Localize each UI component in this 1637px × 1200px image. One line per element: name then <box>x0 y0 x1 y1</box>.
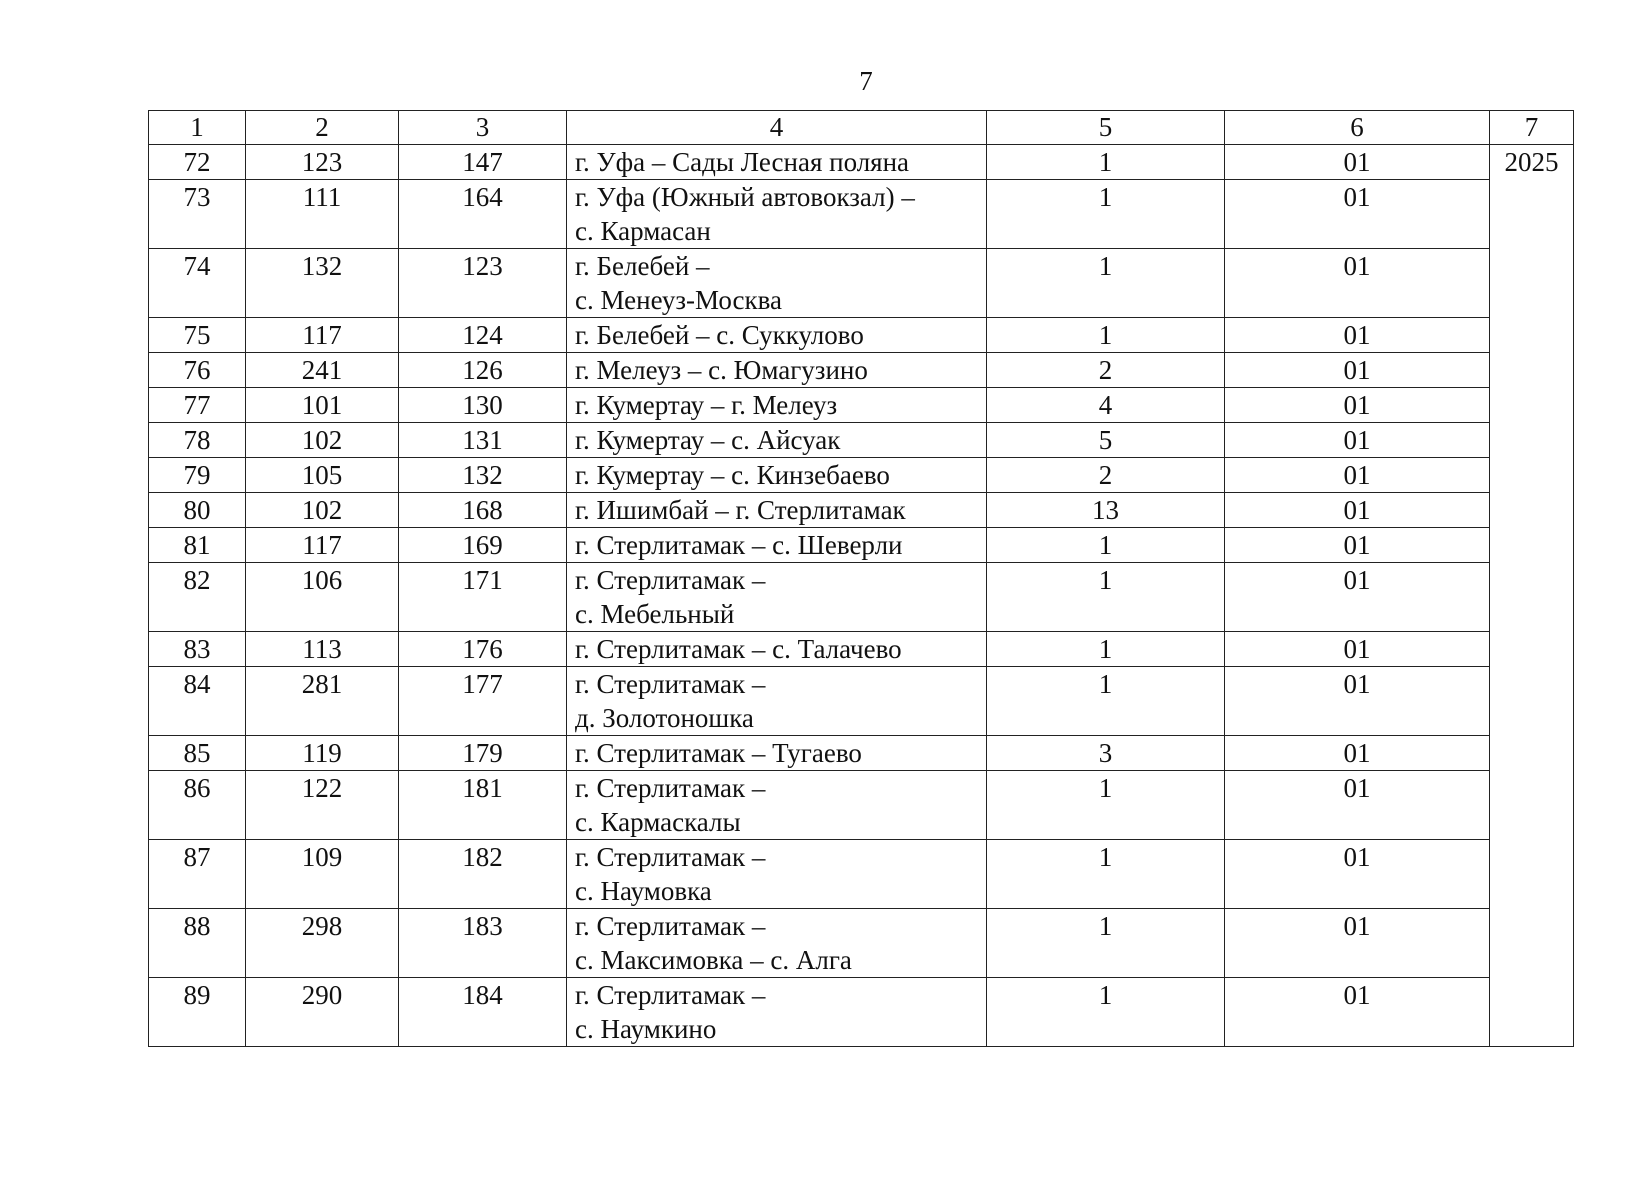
column-3-cell: 177 <box>399 667 567 736</box>
column-3-cell: 130 <box>399 388 567 423</box>
route-name-line-2: с. Мебельный <box>575 599 735 629</box>
column-5-cell: 1 <box>987 145 1225 180</box>
route-name-cell <box>567 528 987 563</box>
column-3-cell: 168 <box>399 493 567 528</box>
route-name-line-1: г. Кумертау – с. Кинзебаево <box>575 460 890 490</box>
table-row <box>149 632 1574 667</box>
column-5-cell: 1 <box>987 840 1225 909</box>
table-row <box>149 388 1574 423</box>
route-name-line-2: с. Кармасан <box>575 216 711 246</box>
route-name-line-1: г. Стерлитамак – <box>575 911 766 941</box>
route-name-cell <box>567 736 987 771</box>
column-3-cell: 176 <box>399 632 567 667</box>
column-header: 6 <box>1225 111 1490 145</box>
column-5-cell: 13 <box>987 493 1225 528</box>
column-2-cell: 119 <box>246 736 399 771</box>
route-name-line-1: г. Стерлитамак – <box>575 773 766 803</box>
column-2-cell: 122 <box>246 771 399 840</box>
route-name-line-1: г. Белебей – с. Суккулово <box>575 320 864 350</box>
column-2-cell: 102 <box>246 423 399 458</box>
column-3-cell: 169 <box>399 528 567 563</box>
column-header: 7 <box>1490 111 1574 145</box>
column-2-cell: 298 <box>246 909 399 978</box>
column-3-cell: 132 <box>399 458 567 493</box>
row-number-cell: 83 <box>149 632 246 667</box>
column-2-cell: 111 <box>246 180 399 249</box>
column-header: 3 <box>399 111 567 145</box>
column-header: 2 <box>246 111 399 145</box>
column-6-cell: 01 <box>1225 528 1490 563</box>
column-3-cell: 179 <box>399 736 567 771</box>
table-row <box>149 736 1574 771</box>
column-3-cell: 171 <box>399 563 567 632</box>
column-3-cell: 131 <box>399 423 567 458</box>
column-header: 1 <box>149 111 246 145</box>
column-5-cell: 1 <box>987 528 1225 563</box>
route-name-cell <box>567 353 987 388</box>
route-name-line-1: г. Ишимбай – г. Стерлитамак <box>575 495 906 525</box>
column-2-cell: 241 <box>246 353 399 388</box>
row-number-cell: 87 <box>149 840 246 909</box>
route-name-cell <box>567 318 987 353</box>
row-number-cell: 78 <box>149 423 246 458</box>
route-name-line-1: г. Стерлитамак – <box>575 669 766 699</box>
column-5-cell: 1 <box>987 909 1225 978</box>
route-name-line-2: с. Максимовка – с. Алга <box>575 945 852 975</box>
row-number-cell: 74 <box>149 249 246 318</box>
table-row <box>149 493 1574 528</box>
table-row <box>149 563 1574 632</box>
table-header-row <box>149 111 1574 145</box>
column-6-cell: 01 <box>1225 458 1490 493</box>
route-name-line-1: г. Стерлитамак – с. Талачево <box>575 634 902 664</box>
column-5-cell: 1 <box>987 249 1225 318</box>
row-number-cell: 77 <box>149 388 246 423</box>
row-number-cell: 72 <box>149 145 246 180</box>
route-name-line-1: г. Кумертау – г. Мелеуз <box>575 390 838 420</box>
route-name-line-1: г. Мелеуз – с. Юмагузино <box>575 355 868 385</box>
column-3-cell: 184 <box>399 978 567 1047</box>
column-5-cell: 1 <box>987 180 1225 249</box>
route-name-cell <box>567 632 987 667</box>
route-name-line-2: с. Кармаскалы <box>575 807 741 837</box>
table-row <box>149 771 1574 840</box>
route-name-cell <box>567 145 987 180</box>
column-5-cell: 1 <box>987 563 1225 632</box>
column-2-cell: 123 <box>246 145 399 180</box>
column-6-cell: 01 <box>1225 318 1490 353</box>
row-number-cell: 85 <box>149 736 246 771</box>
table-body <box>149 145 1574 1047</box>
route-name-line-1: г. Стерлитамак – <box>575 842 766 872</box>
route-name-cell <box>567 423 987 458</box>
route-name-cell <box>567 458 987 493</box>
row-number-cell: 81 <box>149 528 246 563</box>
routes-table <box>148 110 1574 1047</box>
route-name-line-2: с. Наумовка <box>575 876 712 906</box>
column-2-cell: 101 <box>246 388 399 423</box>
column-3-cell: 181 <box>399 771 567 840</box>
route-name-cell <box>567 909 987 978</box>
column-6-cell: 01 <box>1225 388 1490 423</box>
column-5-cell: 4 <box>987 388 1225 423</box>
row-number-cell: 82 <box>149 563 246 632</box>
column-5-cell: 3 <box>987 736 1225 771</box>
table-row <box>149 318 1574 353</box>
route-name-cell <box>567 840 987 909</box>
route-name-line-1: г. Кумертау – с. Айсуак <box>575 425 841 455</box>
route-name-line-1: г. Стерлитамак – с. Шеверли <box>575 530 903 560</box>
row-number-cell: 75 <box>149 318 246 353</box>
table-row <box>149 180 1574 249</box>
row-number-cell: 79 <box>149 458 246 493</box>
table-row <box>149 249 1574 318</box>
route-name-cell <box>567 180 987 249</box>
column-6-cell: 01 <box>1225 563 1490 632</box>
table-row <box>149 145 1574 180</box>
column-3-cell: 123 <box>399 249 567 318</box>
column-2-cell: 109 <box>246 840 399 909</box>
column-3-cell: 126 <box>399 353 567 388</box>
column-6-cell: 01 <box>1225 909 1490 978</box>
column-3-cell: 124 <box>399 318 567 353</box>
column-5-cell: 1 <box>987 318 1225 353</box>
route-name-cell <box>567 563 987 632</box>
column-6-cell: 01 <box>1225 493 1490 528</box>
route-name-cell <box>567 771 987 840</box>
table-row <box>149 840 1574 909</box>
column-2-cell: 281 <box>246 667 399 736</box>
table-row <box>149 978 1574 1047</box>
column-3-cell: 183 <box>399 909 567 978</box>
table-row <box>149 667 1574 736</box>
column-2-cell: 102 <box>246 493 399 528</box>
route-name-cell <box>567 388 987 423</box>
column-6-cell: 01 <box>1225 667 1490 736</box>
column-6-cell: 01 <box>1225 353 1490 388</box>
column-2-cell: 117 <box>246 528 399 563</box>
column-6-cell: 01 <box>1225 978 1490 1047</box>
column-2-cell: 290 <box>246 978 399 1047</box>
column-6-cell: 01 <box>1225 249 1490 318</box>
column-3-cell: 147 <box>399 145 567 180</box>
table-row <box>149 528 1574 563</box>
column-5-cell: 1 <box>987 978 1225 1047</box>
table-row <box>149 909 1574 978</box>
route-name-line-1: г. Белебей – <box>575 251 710 281</box>
row-number-cell: 89 <box>149 978 246 1047</box>
route-name-line-1: г. Стерлитамак – Тугаево <box>575 738 862 768</box>
column-5-cell: 1 <box>987 771 1225 840</box>
column-2-cell: 117 <box>246 318 399 353</box>
year-cell: 2025 <box>1490 145 1574 1047</box>
column-3-cell: 182 <box>399 840 567 909</box>
row-number-cell: 73 <box>149 180 246 249</box>
column-5-cell: 1 <box>987 632 1225 667</box>
column-5-cell: 2 <box>987 353 1225 388</box>
column-6-cell: 01 <box>1225 736 1490 771</box>
table-row <box>149 458 1574 493</box>
column-5-cell: 2 <box>987 458 1225 493</box>
column-2-cell: 132 <box>246 249 399 318</box>
route-name-cell <box>567 978 987 1047</box>
table-row <box>149 423 1574 458</box>
route-name-line-1: г. Стерлитамак – <box>575 565 766 595</box>
column-2-cell: 106 <box>246 563 399 632</box>
route-name-line-2: с. Наумкино <box>575 1014 717 1044</box>
column-5-cell: 5 <box>987 423 1225 458</box>
column-2-cell: 105 <box>246 458 399 493</box>
route-name-line-1: г. Стерлитамак – <box>575 980 766 1010</box>
route-name-cell <box>567 667 987 736</box>
column-2-cell: 113 <box>246 632 399 667</box>
column-6-cell: 01 <box>1225 840 1490 909</box>
column-6-cell: 01 <box>1225 180 1490 249</box>
column-6-cell: 01 <box>1225 145 1490 180</box>
column-6-cell: 01 <box>1225 771 1490 840</box>
column-6-cell: 01 <box>1225 423 1490 458</box>
route-name-line-2: с. Менеуз-Москва <box>575 285 783 315</box>
column-3-cell: 164 <box>399 180 567 249</box>
page-number: 7 <box>859 66 873 96</box>
route-name-cell <box>567 249 987 318</box>
row-number-cell: 76 <box>149 353 246 388</box>
row-number-cell: 88 <box>149 909 246 978</box>
column-header: 5 <box>987 111 1225 145</box>
route-name-line-2: д. Золотоношка <box>575 703 754 733</box>
column-6-cell: 01 <box>1225 632 1490 667</box>
table-row <box>149 353 1574 388</box>
route-name-cell <box>567 493 987 528</box>
column-header: 4 <box>567 111 987 145</box>
column-5-cell: 1 <box>987 667 1225 736</box>
row-number-cell: 84 <box>149 667 246 736</box>
row-number-cell: 80 <box>149 493 246 528</box>
route-name-line-1: г. Уфа – Сады Лесная поляна <box>575 147 910 177</box>
route-name-line-1: г. Уфа (Южный автовокзал) – <box>575 182 915 212</box>
row-number-cell: 86 <box>149 771 246 840</box>
